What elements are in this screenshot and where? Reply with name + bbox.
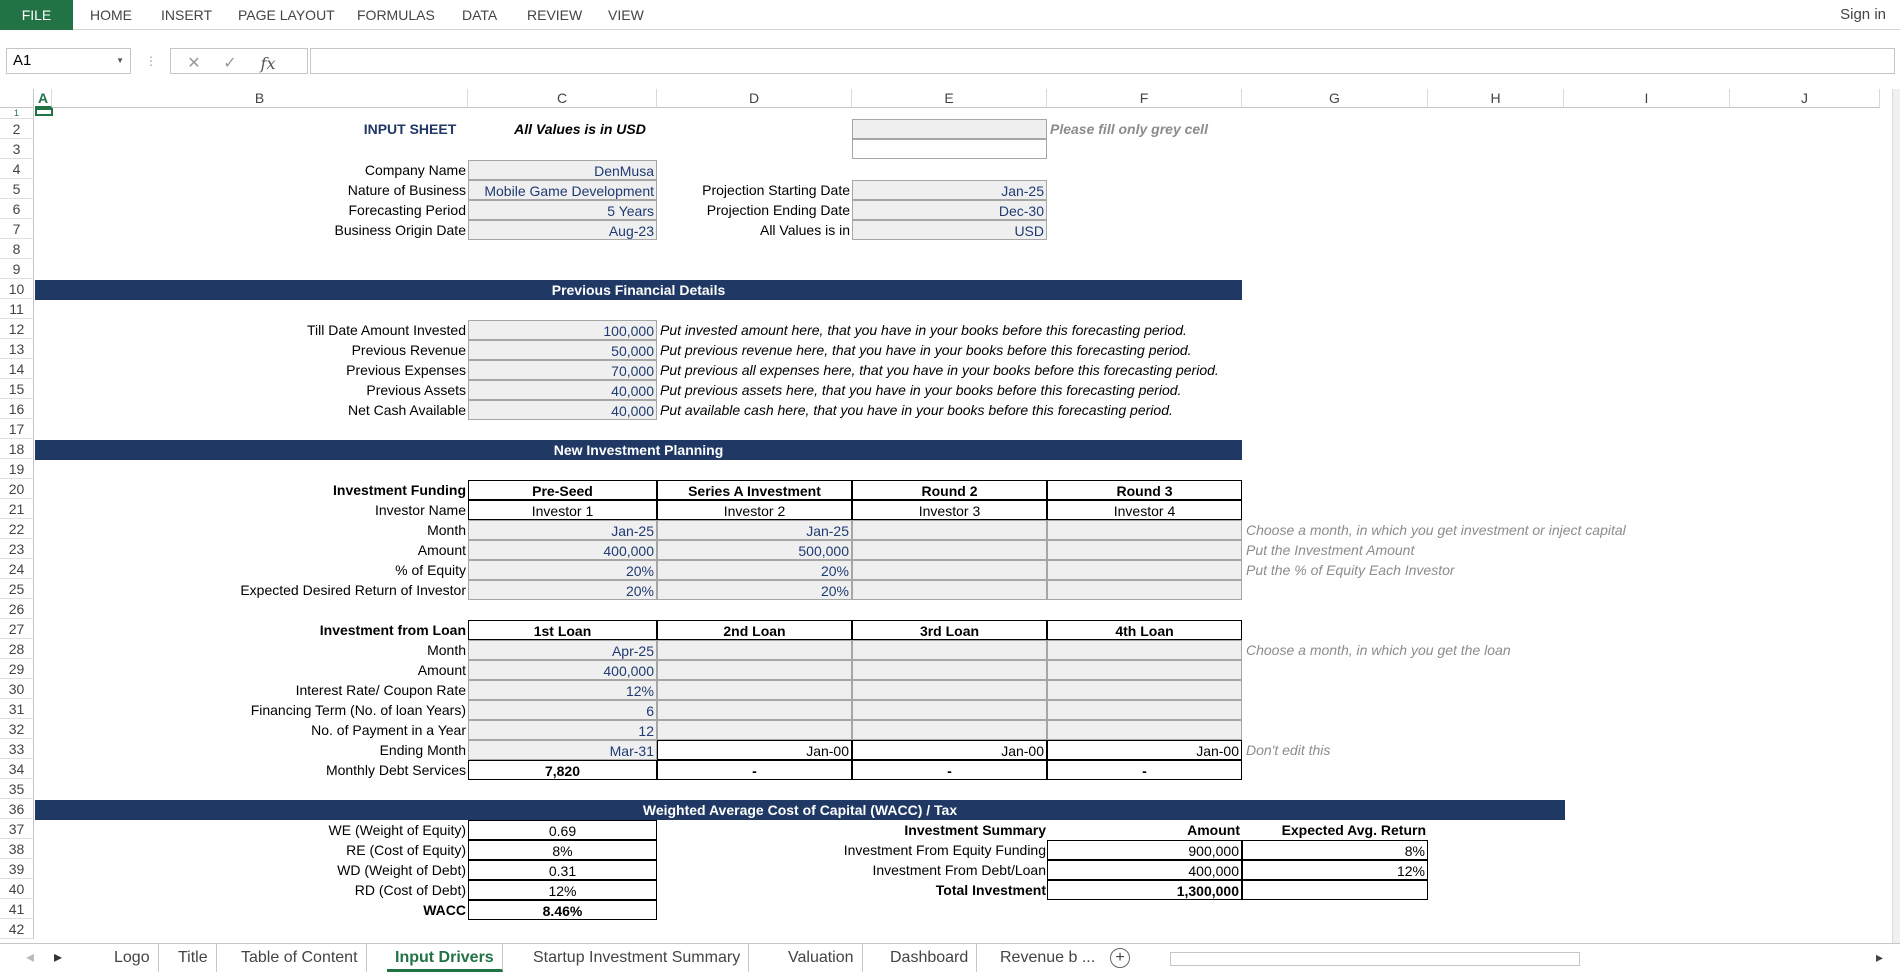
return-input[interactable] [852,580,1047,600]
summary-title: Investment Summary [904,822,1046,838]
loan-month-input[interactable] [657,640,852,660]
tab-insert[interactable]: INSERT [161,7,213,23]
tab-page-layout[interactable]: PAGE LAYOUT [238,7,335,23]
net-cash-input[interactable]: 40,000 [468,400,657,420]
loan-header: 3rd Loan [852,620,1047,640]
row-header[interactable]: 11 [0,299,34,319]
prev-sheet-icon[interactable]: ◂ [26,949,35,966]
summary-amount-header: Amount [1187,822,1240,838]
wacc-total: 8.46% [468,900,657,920]
page-subtitle: All Values is in USD [514,121,646,137]
investment-amount-input[interactable]: 500,000 [657,540,852,560]
row-header[interactable]: 4 [0,159,34,179]
loan-rate-input[interactable] [1047,680,1242,700]
vertical-scrollbar[interactable] [1892,89,1900,943]
row-header[interactable]: 16 [0,399,34,419]
sheet-tab[interactable]: Table of Content [233,944,367,972]
label: Amount [417,662,466,678]
loan-month-input[interactable]: Apr-25 [468,640,657,660]
hint: Choose a month, in which you get investment or inject capital [1246,522,1626,538]
column-header[interactable]: D [657,89,852,108]
loan-term-input[interactable]: 6 [468,700,657,720]
input-cell[interactable] [852,139,1047,159]
row-header[interactable]: 20 [0,479,34,499]
label: Investment From Equity Funding [843,842,1046,858]
return-input[interactable] [1047,580,1242,600]
sign-in-link[interactable]: Sign in [1840,6,1886,23]
label: Expected Desired Return of Investor [240,582,466,598]
sheet-tab[interactable]: Startup Investment Summary [525,944,749,972]
return-input[interactable]: 20% [657,580,852,600]
equity-input[interactable] [1047,560,1242,580]
row-header[interactable]: 40 [0,879,34,899]
summary-return [1242,880,1428,900]
loan-amount-input[interactable] [852,660,1047,680]
chevron-down-icon[interactable]: ▼ [116,56,124,65]
cancel-icon[interactable]: ✕ [187,55,201,72]
column-header[interactable]: C [468,89,657,108]
loan-header: 2nd Loan [657,620,852,640]
row-header[interactable]: 9 [0,259,34,279]
label: Forecasting Period [348,202,466,218]
note: Put invested amount here, that you have in your books before this forecasting period. [660,322,1187,338]
loan-amount-input[interactable] [1047,660,1242,680]
sheet-tab-bar [0,943,1900,975]
insert-function-icon[interactable]: fx [260,54,276,73]
formula-actions [170,48,308,74]
sheet-tab[interactable]: Title [170,944,217,972]
sheet-tab[interactable]: Logo [106,944,159,972]
note: Put available cash here, that you have in your books before this forecasting period. [660,402,1173,418]
origin-date-input[interactable]: Aug-23 [468,220,657,240]
previous-expenses-input[interactable]: 70,000 [468,360,657,380]
round-header: Pre-Seed [468,480,657,500]
tab-data[interactable]: DATA [462,7,498,23]
loan-term-input[interactable] [1047,700,1242,720]
section-band-wacc: Weighted Average Cost of Capital (WACC) / Tax [35,800,1565,820]
page-title: INPUT SHEET [363,121,457,137]
payments-input[interactable]: 12 [468,720,657,740]
previous-revenue-input[interactable]: 50,000 [468,340,657,360]
loan-header: 4th Loan [1047,620,1242,640]
formula-input[interactable] [310,48,1895,74]
note: Put previous assets here, that you have in your books before this forecasting period. [660,382,1182,398]
label: % of Equity [395,562,466,578]
hint: Put the % of Equity Each Investor [1246,562,1455,578]
row-header[interactable]: 7 [0,219,34,239]
label: Interest Rate/ Coupon Rate [295,682,466,698]
investment-month-input[interactable]: Jan-25 [468,520,657,540]
row-header[interactable]: 1 [0,108,34,119]
row-header[interactable]: 10 [0,279,34,299]
payments-input[interactable] [1047,720,1242,740]
row-header[interactable]: 33 [0,739,34,759]
tab-view[interactable]: VIEW [608,7,644,23]
sheet-tab[interactable]: Valuation [780,944,863,972]
investment-month-input[interactable] [852,520,1047,540]
row-header[interactable]: 27 [0,619,34,639]
column-header[interactable]: A [35,89,52,108]
loan-term-input[interactable] [657,700,852,720]
formula-bar [0,46,1900,76]
tab-formulas[interactable]: FORMULAS [357,7,435,23]
label: Projection Starting Date [702,182,850,198]
label: Investor Name [374,502,466,518]
note: Put previous all expenses here, that you have in your books before this forecasting period. [660,362,1219,378]
wacc-value: 0.31 [468,860,657,880]
sheet-tab-active[interactable]: Input Drivers [387,944,503,972]
summary-amount: 900,000 [1047,840,1242,860]
payments-input[interactable] [657,720,852,740]
label: Business Origin Date [334,222,466,238]
hint: Don't edit this [1246,742,1331,758]
row-header[interactable]: 42 [0,919,34,939]
row-header[interactable]: 41 [0,899,34,919]
label: WE (Weight of Equity) [328,822,466,838]
sheet-tab[interactable]: Revenue b ... [1000,949,1096,966]
wacc-value: 0.69 [468,820,657,840]
investment-amount-input[interactable]: 400,000 [468,540,657,560]
row-header[interactable]: 22 [0,519,34,539]
summary-amount-total: 1,300,000 [1047,880,1242,900]
section-band-investment: New Investment Planning [35,440,1242,460]
row-header[interactable]: 19 [0,459,34,479]
company-name-input[interactable]: DenMusa [468,160,657,180]
column-header[interactable]: H [1428,89,1564,108]
equity-input[interactable] [852,560,1047,580]
investor-name[interactable]: Investor 1 [468,500,657,520]
investor-name[interactable]: Investor 2 [657,500,852,520]
investor-name[interactable]: Investor 4 [1047,500,1242,520]
label: Net Cash Available [347,402,466,418]
row-header[interactable]: 39 [0,859,34,879]
row-header[interactable]: 18 [0,439,34,459]
ending-month: Jan-00 [657,740,852,760]
row-header[interactable]: 31 [0,699,34,719]
amount-invested-input[interactable]: 100,000 [468,320,657,340]
round-header: Round 2 [852,480,1047,500]
row-header[interactable]: 6 [0,199,34,219]
wacc-value: 8% [468,840,657,860]
row-header[interactable]: 15 [0,379,34,399]
label: Company Name [364,162,466,178]
label: Amount [417,542,466,558]
column-header[interactable]: J [1730,89,1880,108]
row-header[interactable]: 3 [0,139,34,159]
debt-service: 7,820 [468,760,657,780]
row-header[interactable]: 24 [0,559,34,579]
column-header[interactable]: I [1564,89,1730,108]
loan-rate-input[interactable]: 12% [468,680,657,700]
summary-return: 12% [1242,860,1428,880]
label: WD (Weight of Debt) [337,862,466,878]
section-band-previous: Previous Financial Details [35,280,1242,300]
label: Nature of Business [347,182,466,198]
row-header[interactable]: 30 [0,679,34,699]
enter-icon[interactable]: ✓ [223,55,237,72]
row-header[interactable]: 2 [0,119,34,139]
label: RD (Cost of Debt) [354,882,466,898]
row-header[interactable]: 25 [0,579,34,599]
debt-service: - [1047,760,1242,780]
forecast-period-input[interactable]: 5 Years [468,200,657,220]
investor-name[interactable]: Investor 3 [852,500,1047,520]
summary-return-header: Expected Avg. Return [1281,822,1426,838]
investment-amount-input[interactable] [1047,540,1242,560]
row-header[interactable]: 21 [0,499,34,519]
row-header[interactable]: 29 [0,659,34,679]
label: RE (Cost of Equity) [346,842,466,858]
return-input[interactable]: 20% [468,580,657,600]
fill-grey-note: Please fill only grey cell [1050,121,1208,137]
hint: Put the Investment Amount [1246,542,1415,558]
projection-end-input[interactable]: Dec-30 [852,200,1047,220]
row-header[interactable]: 8 [0,239,34,259]
input-cell[interactable] [852,119,1047,139]
label: Ending Month [379,742,466,758]
previous-assets-input[interactable]: 40,000 [468,380,657,400]
label: Previous Expenses [346,362,466,378]
loan-month-input[interactable] [1047,640,1242,660]
label: Previous Assets [366,382,466,398]
sheet-tab[interactable]: Dashboard [882,944,977,972]
equity-input[interactable]: 20% [657,560,852,580]
row-header[interactable]: 5 [0,179,34,199]
row-header[interactable]: 35 [0,779,34,799]
tab-review[interactable]: REVIEW [527,7,583,23]
ending-month: Jan-00 [1047,740,1242,760]
label: Financing Term (No. of loan Years) [250,702,466,718]
loan-term-input[interactable] [852,700,1047,720]
label: Monthly Debt Services [325,762,466,778]
ending-month: Jan-00 [852,740,1047,760]
investment-amount-input[interactable] [852,540,1047,560]
row-header[interactable]: 14 [0,359,34,379]
projection-start-input[interactable]: Jan-25 [852,180,1047,200]
row-header[interactable]: 13 [0,339,34,359]
label: Investment From Debt/Loan [872,862,1046,878]
column-header[interactable]: F [1047,89,1242,108]
scroll-right-icon[interactable]: ▸ [1876,949,1884,965]
currency-input[interactable]: USD [852,220,1047,240]
label: Total Investment [935,882,1046,898]
row-header[interactable]: 26 [0,599,34,619]
note: Put previous revenue here, that you have in your books before this forecasting period. [660,342,1192,358]
payments-input[interactable] [852,720,1047,740]
horizontal-scrollbar[interactable] [1170,952,1580,966]
selected-cell[interactable] [35,108,53,116]
row-header[interactable]: 37 [0,819,34,839]
round-header: Series A Investment [657,480,852,500]
hint: Choose a month, in which you get the loan [1246,642,1511,658]
name-box-value: A1 [13,52,32,69]
row-header[interactable]: 12 [0,319,34,339]
investment-month-input[interactable]: Jan-25 [657,520,852,540]
round-header: Round 3 [1047,480,1242,500]
debt-service: - [657,760,852,780]
select-all-corner[interactable] [0,89,34,108]
loan-rate-input[interactable] [852,680,1047,700]
row-header[interactable]: 28 [0,639,34,659]
investment-month-input[interactable] [1047,520,1242,540]
loan-amount-input[interactable]: 400,000 [468,660,657,680]
label: Month [427,642,466,658]
ending-month: Mar-31 [468,740,657,760]
row-header[interactable]: 17 [0,419,34,439]
loan-amount-input[interactable] [657,660,852,680]
file-tab[interactable]: FILE [0,0,73,30]
loan-rate-input[interactable] [657,680,852,700]
label: Previous Revenue [351,342,466,358]
debt-service: - [852,760,1047,780]
wacc-value: 12% [468,880,657,900]
next-sheet-icon[interactable]: ▸ [54,949,63,966]
row-header[interactable]: 32 [0,719,34,739]
more-icon: ⋮ [145,54,157,68]
label: WACC [423,902,466,918]
label: Till Date Amount Invested [306,322,466,338]
label: Month [427,522,466,538]
row-header[interactable]: 36 [0,799,34,819]
equity-input[interactable]: 20% [468,560,657,580]
tab-home[interactable]: HOME [90,7,132,23]
column-header[interactable]: G [1242,89,1428,108]
label: Investment from Loan [319,622,466,638]
column-header[interactable]: B [52,89,468,108]
label: No. of Payment in a Year [311,722,466,738]
row-header[interactable]: 23 [0,539,34,559]
ribbon [0,0,1900,30]
add-sheet-icon[interactable]: + [1110,948,1130,968]
name-box[interactable] [6,48,131,74]
spreadsheet-grid[interactable] [0,89,1900,943]
label: Investment Funding [333,482,466,498]
summary-amount: 400,000 [1047,860,1242,880]
row-header[interactable]: 34 [0,759,34,779]
row-header[interactable]: 38 [0,839,34,859]
loan-header: 1st Loan [468,620,657,640]
column-header[interactable]: E [852,89,1047,108]
label: All Values is in [759,222,850,238]
business-nature-input[interactable]: Mobile Game Development [468,180,657,200]
label: Projection Ending Date [706,202,850,218]
summary-return: 8% [1242,840,1428,860]
loan-month-input[interactable] [852,640,1047,660]
